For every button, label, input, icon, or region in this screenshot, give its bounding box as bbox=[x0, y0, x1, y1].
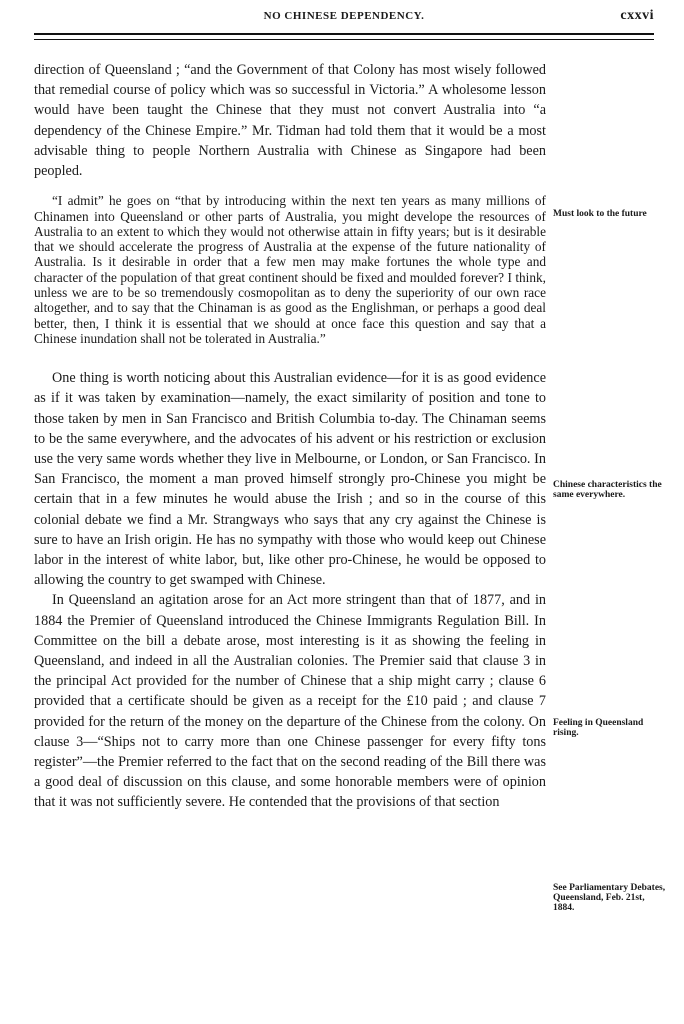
paragraph-continued: direction of Queensland ; “and the Government of that Colony has most wisely followed that remedial course of policy which was so successful in Victoria.” A wholesome lesson would have been taught the Chinese that they must not convert Australia into “a dependency of the Chinese Empire.” Mr. Tidman had told them that it would be a most advisable thing to people Northern Australia with Chinese as Singapore had been peopled. bbox=[34, 62, 546, 180]
running-head bbox=[34, 10, 654, 26]
paragraph-queensland: In Queensland an agitation arose for an Act more stringent than that of 1877, and in 1884 the Premier of Queensland introduced the Chinese Immigrants Regulation Bill. In Committee on the bill a debate arose, most interesting is it as showing the feeling in Queensland, and indeed in all the Australian colonies. The Premier said that clause 3 in the principal Act provided for the number of Chinese that a ship might carry ; clause 6 provided that a certificate should be given as a receipt for the £10 paid ; and clause 7 provided for the return of the money on the departure of the Chinese from the colony. On clause 3—“Ships not to carry more than one Chinese passenger for every fifty tons register”—the Premier referred to the fact that on the second reading of the Bill there was a good deal of discussion on this clause, and some honorable members were of opinion that it was not sufficiently severe. He contended that the provisions of that section bbox=[34, 592, 546, 811]
margin-note: Chinese characteristics the same everywhere. bbox=[553, 480, 662, 500]
margin-note: Must look to the future bbox=[553, 209, 647, 219]
page-number: cxxvi bbox=[620, 8, 654, 23]
quotation-paragraph: “I admit” he goes on “that by introducing within the next ten years as many millions of Chinamen into Queensland or other parts of Australia, you might develope the resources of Australia to an extent to which they would not otherwise attain in fifty years; but is it desirable that we should accelerate the progress of Australia at the expense of the future nationality of Australia. Is it desirable in order that a few men may make fortunes the whole type and character of the population of that great continent should be fixed and moulded forever? I think, unless we are to be so tremendously cosmopolitan as to deny the superiority of our own race altogether, and to say that the Chinaman is as good as the Englishman, or perhaps a good deal better, then, I think it is essential that we should at once face this question and say that a Chinese inundation shall not be tolerated in Australia.” bbox=[34, 193, 546, 346]
body-text bbox=[34, 60, 546, 813]
margin-note: Feeling in Queensland rising. bbox=[553, 718, 644, 738]
running-title: NO CHINESE DEPENDENCY. bbox=[263, 10, 425, 22]
margin-note: See Parliamentary Debates, Queensland, Feb. 21st, 1884. bbox=[553, 883, 666, 913]
header-rule-thick bbox=[34, 33, 654, 35]
header-rule-thin bbox=[34, 39, 654, 40]
paragraph-evidence: One thing is worth noticing about this Australian evidence—for it is as good evidence as if it was taken by examination—namely, the exact similarity of position and tone to those taken by men in San Francisco and British Columbia to-day. The Chinaman seems to be the same everywhere, and the advocates of his advent or his restriction or exclusion use the very same words whether they live in Melbourne, or London, or San Francisco. In San Francisco, the moment a man proved himself strongly pro-Chinese you might be certain that in a few minutes he would abuse the Irish ; and so in the course of this colonial debate we find a Mr. Strangways who says that any cry against the Chinese is sure to have an Irish origin. He has no sympathy with those who would keep out Chinese labor in the interest of white labor, but, like other pro-Chinese, he would be opposed to allowing the country to get swamped with Chinese. bbox=[34, 370, 546, 589]
